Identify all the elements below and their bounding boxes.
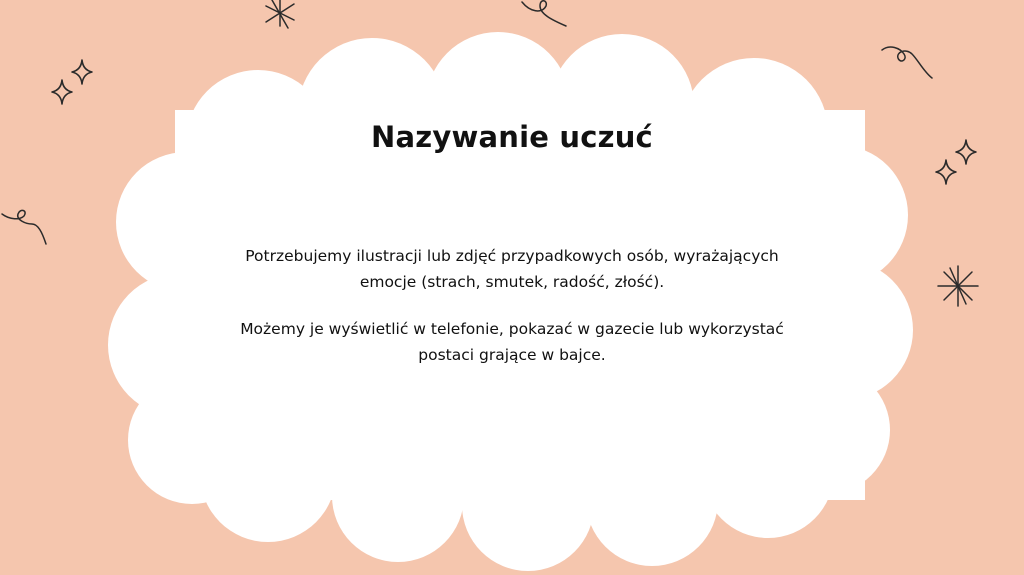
swirl-icon xyxy=(520,0,570,30)
paragraph-1-line-2: emocje (strach, smutek, radość, złość). xyxy=(359,273,665,291)
swirl-icon xyxy=(0,208,52,248)
starburst-icon xyxy=(260,0,300,30)
sparkle-icon xyxy=(932,136,984,188)
starburst-icon xyxy=(936,264,980,308)
paragraph-2-line-1: Możemy je wyświetlić w telefonie, pokazać w gazecie lub wykorzystać xyxy=(240,320,784,338)
swirl-icon xyxy=(880,42,936,82)
paragraph-1 xyxy=(222,243,802,295)
sparkle-icon xyxy=(48,56,100,108)
paragraph-2-line-2: postaci grające w bajce. xyxy=(418,346,606,364)
paragraph-1-line-1: Potrzebujemy ilustracji lub zdjęć przypadkowych osób, wyrażających xyxy=(245,247,779,265)
paragraph-2 xyxy=(222,316,802,368)
slide-title: Nazywanie uczuć xyxy=(371,120,653,154)
